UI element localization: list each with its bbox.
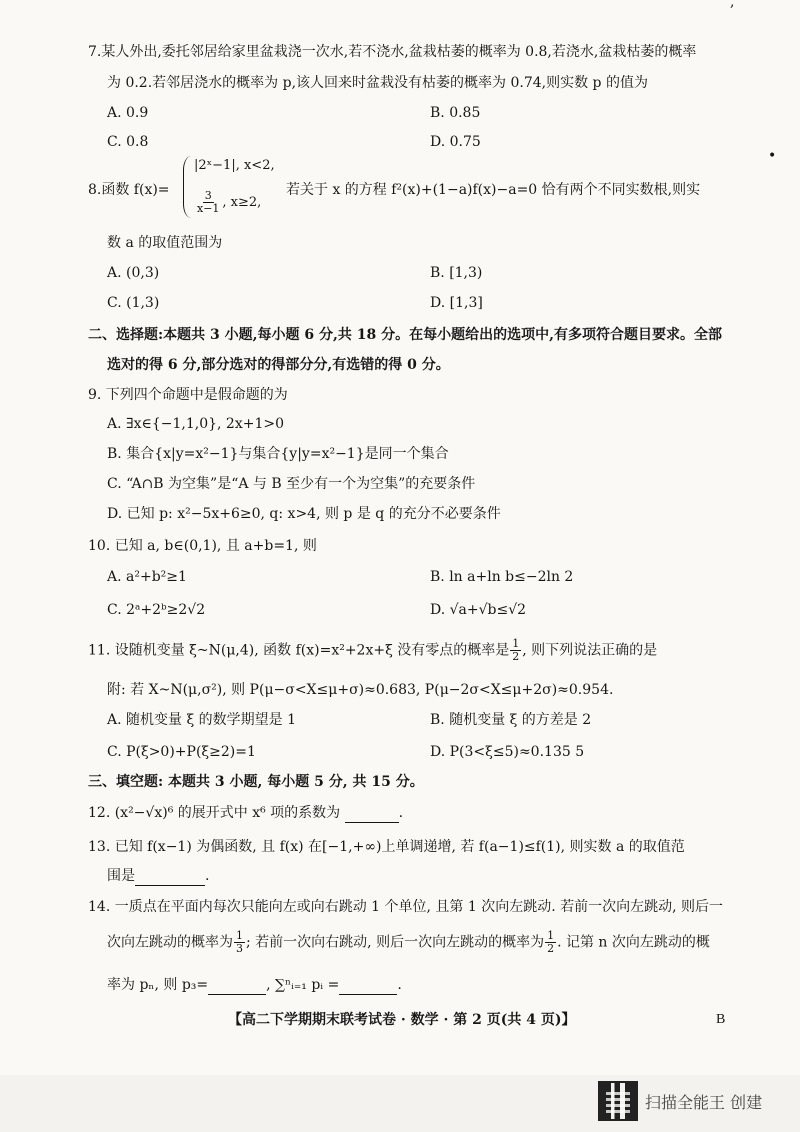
q12-stem [88, 803, 403, 823]
q11-stem-b: , 则下列说法正确的是 [522, 642, 658, 659]
q8-piece-1: |2ˣ−1|, x<2, [194, 158, 275, 173]
q11-stem [88, 638, 657, 663]
q7-stem-line1: 7.某人外出,委托邻居给家里盆栽浇一次水,若不浇水,盆栽枯萎的概率为 0.8,若浇水,盆栽枯萎的概率 [88, 44, 697, 60]
q8-option-c: C. (1,3) [107, 295, 160, 311]
q11-option-c: C. P(ξ>0)+P(ξ≥2)=1 [107, 744, 256, 760]
q14-line3-c: . [397, 977, 402, 993]
scanner-watermark-label: 扫描全能王 创建 [645, 1093, 763, 1112]
q13-stem-line2 [107, 866, 209, 886]
q9-option-c: C. “A∩B 为空集”是“A 与 B 至少有一个为空集”的充要条件 [107, 476, 476, 492]
q14-fraction-2-numerator: 1 [547, 929, 555, 942]
q13-stem-line2-a: 围是 [107, 868, 135, 884]
q9-option-d: D. 已知 p: x²−5x+6≥0, q: x>4, 则 p 是 q 的充分不必要条件 [107, 506, 501, 522]
scan-speck: , [730, 0, 735, 10]
q7-stem-line2: 为 0.2.若邻居浇水的概率为 p,该人回来时盆栽没有枯萎的概率为 0.74,则实数 p 的值为 [107, 75, 648, 91]
q12-stem-a: 12. (x²−√x)⁶ 的展开式中 x⁶ 项的系数为 [88, 805, 341, 821]
piecewise-brace [183, 156, 192, 218]
q8-stem-line2: 数 a 的取值范围为 [107, 235, 223, 251]
q10-option-a: A. a²+b²≥1 [107, 569, 187, 585]
q11-fraction-denominator: 2 [512, 650, 520, 663]
q7-option-c: C. 0.8 [107, 134, 149, 150]
q14-line2-b: ; 若前一次向右跳动, 则后一次向左跳动的概率为 [246, 934, 545, 951]
q8-piece-2-fraction [195, 190, 221, 215]
q13-answer-blank[interactable] [135, 869, 205, 886]
q8-piece-2-denominator: x−1 [197, 202, 220, 215]
q7-option-b: B. 0.85 [430, 105, 481, 121]
q11-option-b: B. 随机变量 ξ 的方差是 2 [430, 712, 592, 728]
q9-option-b: B. 集合{x|y=x²−1}与集合{y|y=x²−1}是同一个集合 [107, 446, 449, 462]
q14-stem-line3 [107, 975, 402, 995]
q12-answer-blank[interactable] [345, 806, 399, 823]
q14-stem-line1: 14. 一质点在平面内每次只能向左或向右跳动 1 个单位, 且第 1 次向左跳动. 若前一次向左跳动, 则后一 [88, 899, 724, 915]
q8-option-a: A. (0,3) [107, 265, 160, 281]
q8-piece-2-numerator: 3 [204, 189, 212, 202]
q8-prefix: 8.函数 f(x)= [88, 182, 170, 198]
q10-option-d: D. √a+√b≤√2 [430, 602, 527, 618]
q10-option-c: C. 2ᵃ+2ᵇ≥2√2 [107, 602, 206, 618]
q14-line3-a: 率为 pₙ, 则 p₃= [107, 977, 209, 993]
q8-stem-rest: 若关于 x 的方程 f²(x)+(1−a)f(x)−a=0 恰有两个不同实数根,则实 [286, 182, 701, 198]
q14-fraction-1-numerator: 1 [236, 929, 243, 942]
q11-fraction [510, 638, 521, 663]
paper-version-letter: B [716, 1012, 726, 1027]
q14-stem-line2 [107, 930, 710, 955]
q11-note: 附: 若 X~N(μ,σ²), 则 P(μ−σ<X≤μ+σ)≈0.683, P(μ−2σ<X≤μ+2σ)≈0.954. [107, 682, 614, 698]
q10-option-b: B. ln a+ln b≤−2ln 2 [430, 569, 574, 585]
section2-heading-line2: 选对的得 6 分,部分选对的得部分分,有选错的得 0 分。 [107, 357, 450, 373]
qr-code-icon [600, 1083, 636, 1119]
q14-fraction-1 [234, 930, 245, 955]
q7-option-d: D. 0.75 [430, 134, 481, 150]
q12-stem-b: . [398, 805, 404, 821]
q14-fraction-2 [545, 930, 556, 955]
q8-option-b: B. [1,3) [430, 265, 483, 281]
q10-stem: 10. 已知 a, b∈(0,1), 且 a+b=1, 则 [88, 538, 317, 554]
q14-fraction-1-denominator: 3 [236, 942, 243, 955]
q14-answer-blank-2[interactable] [339, 978, 397, 995]
q14-line2-a: 次向左跳动的概率为 [107, 934, 233, 951]
page-footer: 【高二下学期期末联考试卷 · 数学 · 第 2 页(共 4 页)】 [228, 1012, 576, 1028]
q11-option-a: A. 随机变量 ξ 的数学期望是 1 [107, 712, 296, 728]
q13-stem-line1: 13. 已知 f(x−1) 为偶函数, 且 f(x) 在[−1,+∞)上单调递增, 若 f(a−1)≤f(1), 则实数 a 的取值范 [88, 839, 685, 855]
q13-stem-line2-b: . [205, 868, 210, 884]
q8-piece-2 [194, 190, 261, 215]
section2-heading-line1: 二、选择题:本题共 3 小题,每小题 6 分,共 18 分。在每小题给出的选项中,有多项符合题目要求。全部 [88, 327, 722, 343]
q11-stem-a: 11. 设随机变量 ξ~N(μ,4), 函数 f(x)=x²+2x+ξ 没有零点的概率是 [88, 642, 510, 659]
q14-line2-c: . 记第 n 次向左跳动的概 [557, 934, 710, 951]
q14-answer-blank-1[interactable] [208, 978, 266, 995]
q14-fraction-2-denominator: 2 [547, 942, 555, 955]
q9-option-a: A. ∃x∈{−1,1,0}, 2x+1>0 [107, 416, 285, 432]
section3-heading: 三、填空题: 本题共 3 小题, 每小题 5 分, 共 15 分。 [88, 774, 424, 790]
q7-option-a: A. 0.9 [107, 105, 149, 121]
q8-option-d: D. [1,3] [430, 295, 483, 311]
q9-stem: 9. 下列四个命题中是假命题的为 [88, 387, 288, 403]
q14-line3-b: , ∑ⁿᵢ₌₁ pᵢ = [266, 977, 340, 993]
scan-speck: • [768, 148, 777, 164]
q11-option-d: D. P(3<ξ≤5)≈0.135 5 [430, 744, 585, 760]
q11-fraction-numerator: 1 [512, 637, 520, 650]
q8-piece-2-tail: , x≥2, [222, 195, 262, 210]
